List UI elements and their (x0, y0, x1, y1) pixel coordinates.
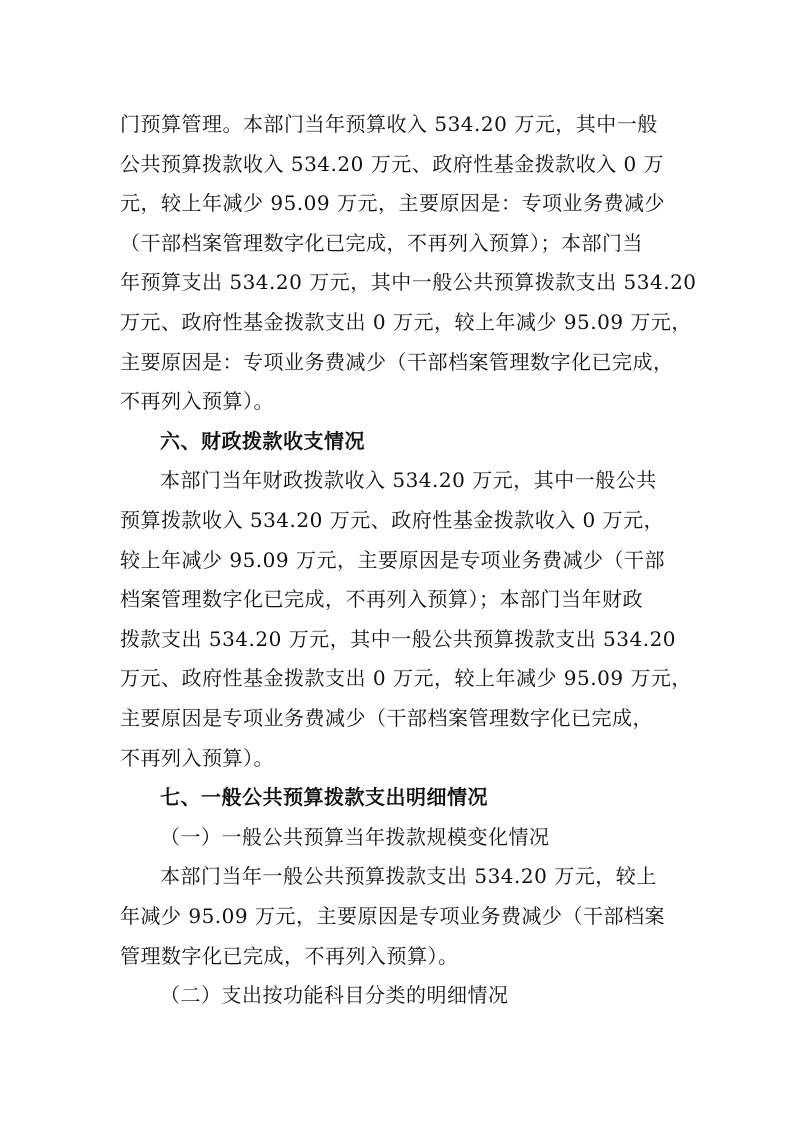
paragraph-line: 万元、政府性基金拨款支出 0 万元，较上年减少 95.09 万元， (120, 666, 692, 690)
paragraph-line: 拨款支出 534.20 万元，其中一般公共预算拨款支出 534.20 (120, 627, 677, 651)
paragraph-line: 万元、政府性基金拨款支出 0 万元，较上年减少 95.09 万元， (120, 310, 692, 334)
paragraph-line: 不再列入预算）。 (120, 389, 274, 413)
paragraph-line: 门预算管理。本部门当年预算收入 534.20 万元，其中一般 (120, 112, 658, 136)
paragraph-line: 主要原因是专项业务费减少（干部档案管理数字化已完成， (120, 706, 653, 730)
paragraph-line: 元，较上年减少 95.09 万元，主要原因是：专项业务费减少 (120, 191, 665, 215)
paragraph-line: 年预算支出 534.20 万元，其中一般公共预算拨款支出 534.20 (120, 270, 697, 294)
paragraph-line: 本部门当年一般公共预算拨款支出 534.20 万元，较上 (160, 864, 657, 888)
paragraph-line: 本部门当年财政拨款收入 534.20 万元，其中一般公共 (160, 468, 657, 492)
paragraph-line: 不再列入预算）。 (120, 746, 274, 770)
paragraph-line: 预算拨款收入 534.20 万元、政府性基金拨款收入 0 万元， (120, 508, 665, 532)
section-heading: 七、一般公共预算拨款支出明细情况 (160, 785, 488, 809)
paragraph-line: 管理数字化已完成，不再列入预算）。 (120, 944, 459, 968)
subsection-heading: （一）一般公共预算当年拨款规模变化情况 (160, 825, 550, 849)
paragraph-line: 年减少 95.09 万元，主要原因是专项业务费减少（干部档案 (120, 904, 665, 928)
paragraph-line: 公共预算拨款收入 534.20 万元、政府性基金拨款收入 0 万 (120, 152, 665, 176)
paragraph-line: 档案管理数字化已完成，不再列入预算）；本部门当年财政 (120, 587, 643, 611)
section-heading: 六、财政拨款收支情况 (160, 429, 365, 453)
subsection-heading: （二）支出按功能科目分类的明细情况 (160, 983, 509, 1007)
paragraph-line: 较上年减少 95.09 万元，主要原因是专项业务费减少（干部 (120, 548, 665, 572)
paragraph-line: （干部档案管理数字化已完成，不再列入预算）；本部门当 (120, 231, 643, 255)
paragraph-line: 主要原因是：专项业务费减少（干部档案管理数字化已完成， (120, 350, 674, 374)
